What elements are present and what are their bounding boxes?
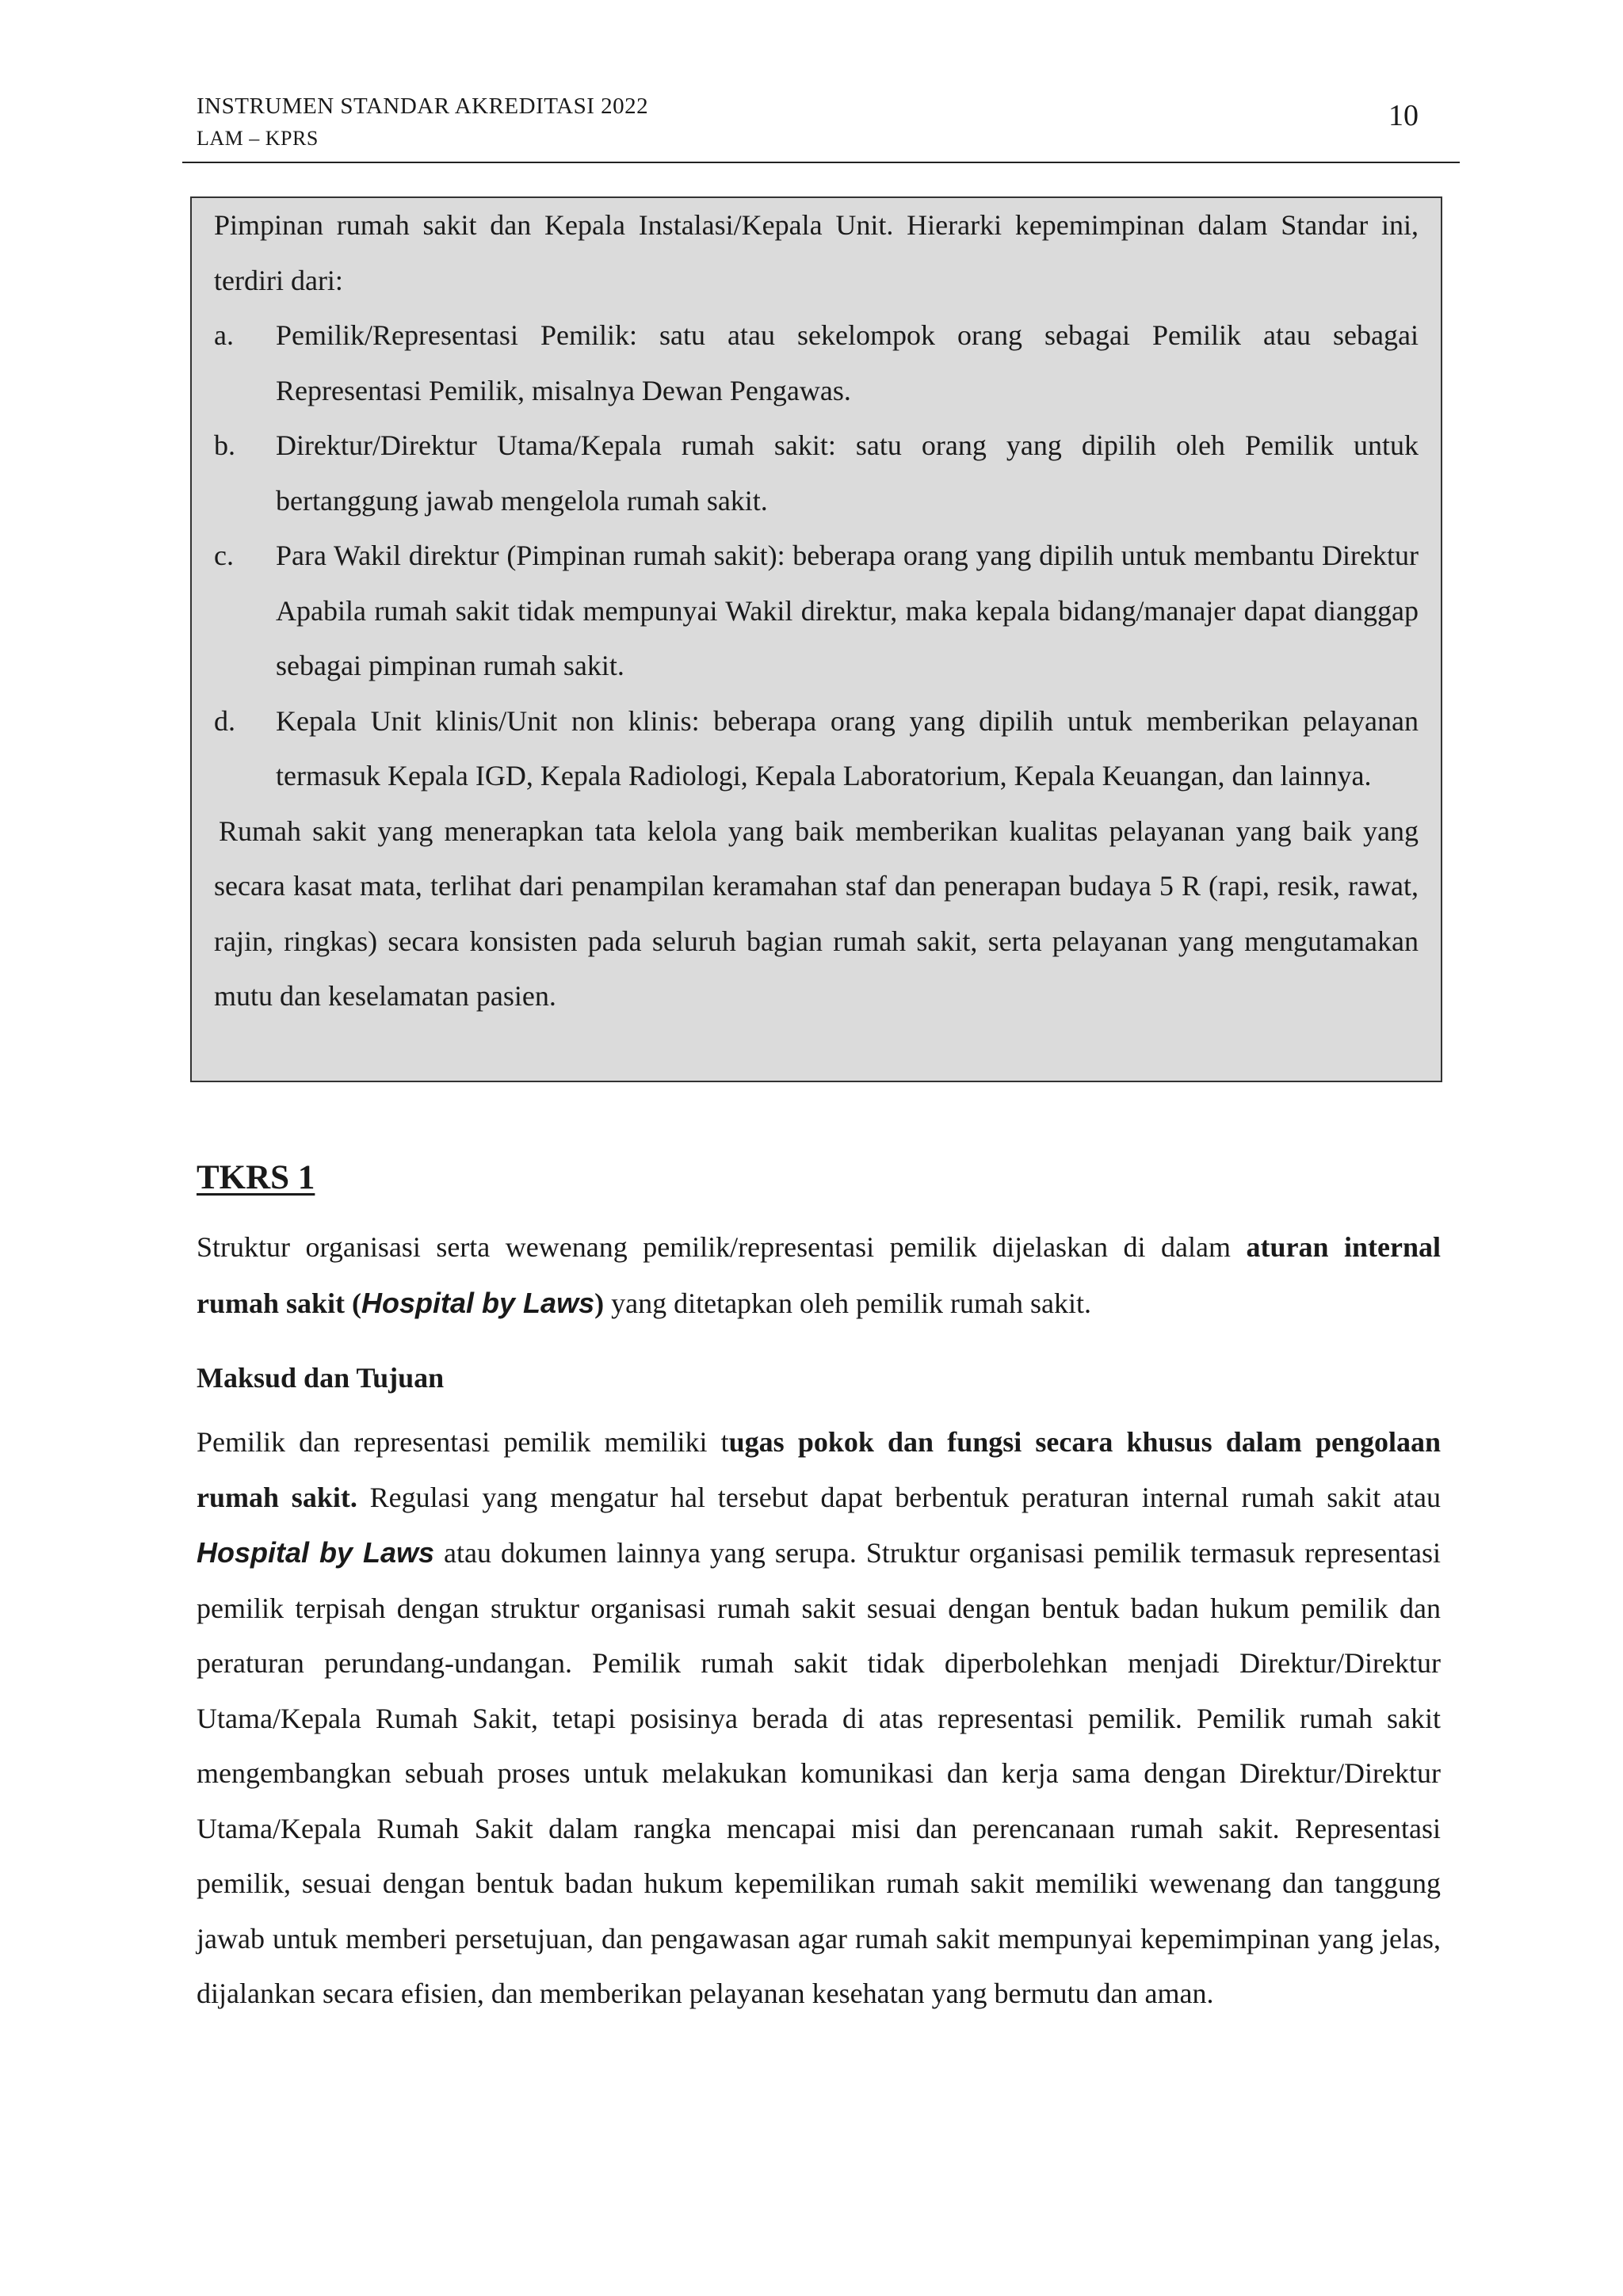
purpose-bold: ugas pokok dan fungsi secara khusus dalam pengolaan rumah sakit.	[197, 1426, 1441, 1513]
section-title: TKRS 1	[197, 1159, 315, 1196]
list-item-text: Pemilik/Representasi Pemilik: satu atau sekelompok orang sebagai Pemilik atau sebagai Representasi Pemilik, misalnya Dewan Pengawas.	[276, 319, 1419, 406]
purpose-text-3: atau dokumen lainnya yang serupa. Struktur organisasi pemilik termasuk representasi pemilik terpisah dengan struktur organisasi rumah sakit sesuai dengan bentuk badan hukum pemilik dan peraturan perundang-undangan. Pemilik rumah sakit tidak diperbolehkan menjadi Direktur/Direktur Utama/Kepala Rumah Sakit, tetapi posisinya berada di atas representasi pemilik. Pemilik rumah sakit mengembangkan sebuah proses untuk melakukan komunikasi dan kerja sama dengan Direktur/Direktur Utama/Kepala Rumah Sakit dalam rangka mencapai misi dan perencanaan rumah sakit. Representasi pemilik, sesuai dengan bentuk badan hukum kepemilikan rumah sakit memiliki wewenang dan tanggung jawab untuk memberi persetujuan, dan pengawasan agar rumah sakit mempunyai kepemimpinan yang jelas, dijalankan secara efisien, dan memberikan pelayanan kesehatan yang bermutu dan aman.	[197, 1537, 1441, 2009]
purpose-heading: Maksud dan Tujuan	[197, 1362, 445, 1394]
list-item-label: d.	[214, 704, 235, 737]
box-closing-paragraph: Rumah sakit yang menerapkan tata kelola yang baik memberikan kualitas pelayanan yang baik yang secara kasat mata, terlihat dari penampilan keramahan staf dan penerapan budaya 5 R (rapi, resik, rawat, rajin, ringkas) secara konsisten pada seluruh bagian rumah sakit, serta pelayanan yang mengutamakan mutu dan keselamatan pasien.	[214, 814, 1419, 1012]
list-item	[214, 308, 1419, 418]
document-title: INSTRUMEN STANDAR AKREDITASI 2022	[197, 93, 649, 119]
list-item-text: Para Wakil direktur (Pimpinan rumah sakit): beberapa orang yang dipilih untuk membantu Direktur Apabila rumah sakit tidak mempunyai Wakil direktur, maka kepala bidang/manajer dapat dianggap sebagai pimpinan rumah sakit.	[276, 540, 1419, 681]
page-number: 10	[1388, 99, 1419, 132]
purpose-bold-italic: Hospital by Laws	[197, 1536, 435, 1569]
list-item-label: a.	[214, 319, 234, 351]
statement-bold-italic: Hospital by Laws	[361, 1286, 595, 1319]
purpose-text-1: Pemilik dan representasi pemilik memiliki t	[197, 1426, 729, 1458]
statement-text-end: yang ditetapkan oleh pemilik rumah sakit.	[604, 1287, 1091, 1319]
statement-text: Struktur organisasi serta wewenang pemilik/representasi pemilik dijelaskan di dalam	[197, 1231, 1247, 1263]
list-item-text: Direktur/Direktur Utama/Kepala rumah sakit: satu orang yang dipilih oleh Pemilik untuk bertanggung jawab mengelola rumah sakit.	[276, 429, 1419, 517]
standard-statement	[197, 1220, 1441, 1331]
list-item-label: c.	[214, 540, 234, 571]
header-divider	[182, 162, 1460, 163]
list-item-text: Kepala Unit klinis/Unit non klinis: beberapa orang yang dipilih untuk memberikan pelayanan termasuk Kepala IGD, Kepala Radiologi, Kepala Laboratorium, Kepala Keuangan, dan lainnya.	[276, 704, 1419, 791]
list-item	[214, 694, 1419, 804]
list-item	[214, 528, 1419, 694]
statement-bold-close: )	[594, 1287, 605, 1319]
statement-bold: aturan internal rumah sakit (	[197, 1231, 1441, 1319]
purpose-paragraph	[197, 1415, 1441, 2022]
document-subtitle: LAM – KPRS	[197, 127, 319, 150]
list-item-label: b.	[214, 429, 235, 461]
box-intro: Pimpinan rumah sakit dan Kepala Instalasi/Kepala Unit. Hierarki kepemimpinan dalam Standar ini, terdiri dari:	[214, 209, 1419, 296]
hierarchy-box	[190, 196, 1442, 1082]
list-item	[214, 418, 1419, 528]
purpose-text-2: Regulasi yang mengatur hal tersebut dapat berbentuk peraturan internal rumah sakit atau	[357, 1481, 1442, 1513]
